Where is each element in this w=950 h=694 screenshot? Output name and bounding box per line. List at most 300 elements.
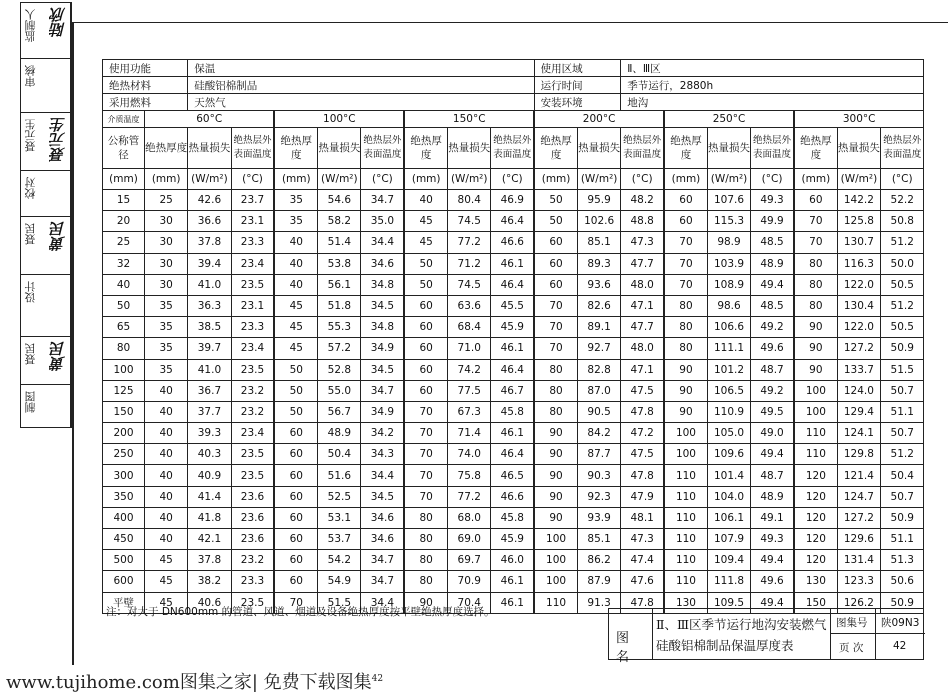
side-label: 审核 xyxy=(24,65,37,87)
value-cell: 70 xyxy=(274,592,317,613)
value-cell: 23.5 xyxy=(231,465,274,486)
value-cell: 101.4 xyxy=(707,465,750,486)
value-cell: 34.6 xyxy=(361,507,404,528)
value-cell: 51.8 xyxy=(318,295,361,316)
value-cell: 130.7 xyxy=(837,232,880,253)
value-cell: 23.2 xyxy=(231,550,274,571)
value-cell: 56.7 xyxy=(318,401,361,422)
value-cell: 49.9 xyxy=(751,211,794,232)
value-cell: 127.2 xyxy=(837,507,880,528)
value-cell: 60 xyxy=(534,253,577,274)
value-cell: 129.6 xyxy=(837,529,880,550)
value-cell: 77.2 xyxy=(448,232,491,253)
value-cell: 50.4 xyxy=(881,465,924,486)
value-cell: 51.3 xyxy=(881,550,924,571)
value-cell: 41.0 xyxy=(188,359,231,380)
atlas-number-row xyxy=(831,609,925,634)
value-cell: 51.1 xyxy=(881,529,924,550)
value-cell: 52.2 xyxy=(881,190,924,211)
nominal-diameter-cell: 450 xyxy=(103,529,145,550)
value-cell: 71.0 xyxy=(448,338,491,359)
value-cell: 51.2 xyxy=(881,295,924,316)
value-cell: 82.8 xyxy=(577,359,620,380)
col-surface-temp: 绝热层外表面温度 xyxy=(361,128,404,169)
side-cell-reviewer-sig xyxy=(21,113,70,171)
unit-cell: (mm) xyxy=(404,169,447,190)
value-cell: 50.9 xyxy=(881,592,924,613)
value-cell: 30 xyxy=(145,211,188,232)
value-cell: 110 xyxy=(664,486,707,507)
value-cell: 40.9 xyxy=(188,465,231,486)
value-cell: 41.8 xyxy=(188,507,231,528)
value-cell: 110 xyxy=(664,571,707,592)
value-cell: 38.2 xyxy=(188,571,231,592)
side-label: 监制人 xyxy=(24,9,37,42)
info-row-material xyxy=(103,77,924,94)
value-cell: 80 xyxy=(404,571,447,592)
value-cell: 40.3 xyxy=(188,444,231,465)
value-cell: 120 xyxy=(794,486,837,507)
value-cell: 45.9 xyxy=(491,317,534,338)
nominal-diameter-cell: 600 xyxy=(103,571,145,592)
value-cell: 47.8 xyxy=(621,401,664,422)
temp-header: 250°C xyxy=(664,111,794,128)
value-cell: 42.6 xyxy=(188,190,231,211)
nominal-diameter-cell: 平壁 xyxy=(103,592,145,613)
value-cell: 131.4 xyxy=(837,550,880,571)
value-cell: 23.6 xyxy=(231,486,274,507)
value-cell: 92.3 xyxy=(577,486,620,507)
nominal-diameter-cell: 500 xyxy=(103,550,145,571)
table-row xyxy=(103,338,924,359)
unit-cell: (W/m²) xyxy=(318,169,361,190)
value-cell: 30 xyxy=(145,274,188,295)
value-cell: 50 xyxy=(274,380,317,401)
value-cell: 80 xyxy=(534,380,577,401)
value-cell: 80.4 xyxy=(448,190,491,211)
runtime-value: 季节运行，2880h xyxy=(621,77,924,94)
value-cell: 48.0 xyxy=(621,274,664,295)
side-cell-drawing xyxy=(21,385,70,427)
value-cell: 23.5 xyxy=(231,592,274,613)
value-cell: 105.0 xyxy=(707,423,750,444)
table-row xyxy=(103,211,924,232)
nominal-diameter-cell: 300 xyxy=(103,465,145,486)
nominal-diameter-cell: 32 xyxy=(103,253,145,274)
table-row xyxy=(103,380,924,401)
value-cell: 34.2 xyxy=(361,423,404,444)
value-cell: 74.5 xyxy=(448,211,491,232)
value-cell: 45.5 xyxy=(491,295,534,316)
value-cell: 40 xyxy=(404,190,447,211)
value-cell: 49.5 xyxy=(751,401,794,422)
value-cell: 50.5 xyxy=(881,274,924,295)
value-cell: 54.9 xyxy=(318,571,361,592)
value-cell: 70 xyxy=(404,465,447,486)
table-row xyxy=(103,444,924,465)
env-label: 安装环境 xyxy=(534,94,621,111)
value-cell: 91.3 xyxy=(577,592,620,613)
value-cell: 106.6 xyxy=(707,317,750,338)
value-cell: 93.9 xyxy=(577,507,620,528)
value-cell: 124.0 xyxy=(837,380,880,401)
value-cell: 108.9 xyxy=(707,274,750,295)
value-cell: 51.1 xyxy=(881,401,924,422)
value-cell: 133.7 xyxy=(837,359,880,380)
value-cell: 23.4 xyxy=(231,338,274,359)
unit-cell: (°C) xyxy=(491,169,534,190)
medium-temp-label: 介质温度 xyxy=(103,111,145,128)
col-surface-temp: 绝热层外表面温度 xyxy=(491,128,534,169)
value-cell: 90 xyxy=(794,359,837,380)
value-cell: 39.7 xyxy=(188,338,231,359)
value-cell: 129.8 xyxy=(837,444,880,465)
value-cell: 47.4 xyxy=(621,550,664,571)
title-block-meta xyxy=(831,609,925,659)
value-cell: 48.0 xyxy=(621,338,664,359)
value-cell: 47.1 xyxy=(621,359,664,380)
value-cell: 109.4 xyxy=(707,550,750,571)
value-cell: 104.0 xyxy=(707,486,750,507)
value-cell: 70 xyxy=(404,401,447,422)
value-cell: 121.4 xyxy=(837,465,880,486)
value-cell: 52.8 xyxy=(318,359,361,380)
unit-cell: (W/m²) xyxy=(577,169,620,190)
value-cell: 50 xyxy=(404,274,447,295)
value-cell: 34.8 xyxy=(361,317,404,338)
side-cell-review xyxy=(21,59,70,113)
value-cell: 60 xyxy=(274,423,317,444)
value-cell: 47.7 xyxy=(621,253,664,274)
value-cell: 100 xyxy=(794,380,837,401)
drawing-name-label: 图 名 xyxy=(616,631,636,665)
value-cell: 40 xyxy=(145,465,188,486)
value-cell: 80 xyxy=(404,550,447,571)
value-cell: 60 xyxy=(274,550,317,571)
value-cell: 50 xyxy=(534,190,577,211)
value-cell: 50.4 xyxy=(318,444,361,465)
col-nominal-diameter: 公称管径 xyxy=(103,128,145,169)
value-cell: 90 xyxy=(664,401,707,422)
value-cell: 109.6 xyxy=(707,444,750,465)
col-thickness: 绝热厚度 xyxy=(794,128,837,169)
table-row xyxy=(103,486,924,507)
value-cell: 23.2 xyxy=(231,380,274,401)
value-cell: 90 xyxy=(534,507,577,528)
value-cell: 58.2 xyxy=(318,211,361,232)
temp-header: 300°C xyxy=(794,111,924,128)
table-row xyxy=(103,529,924,550)
value-cell: 70 xyxy=(664,253,707,274)
value-cell: 100 xyxy=(534,550,577,571)
value-cell: 71.2 xyxy=(448,253,491,274)
value-cell: 50.9 xyxy=(881,507,924,528)
col-heat-loss: 热量损失 xyxy=(577,128,620,169)
value-cell: 23.3 xyxy=(231,232,274,253)
value-cell: 74.0 xyxy=(448,444,491,465)
value-cell: 48.5 xyxy=(751,232,794,253)
nominal-diameter-cell: 50 xyxy=(103,295,145,316)
nominal-diameter-cell: 200 xyxy=(103,423,145,444)
value-cell: 87.7 xyxy=(577,444,620,465)
table-row xyxy=(103,232,924,253)
value-cell: 40 xyxy=(145,444,188,465)
value-cell: 80 xyxy=(664,338,707,359)
value-cell: 70 xyxy=(664,232,707,253)
value-cell: 34.8 xyxy=(361,274,404,295)
value-cell: 107.6 xyxy=(707,190,750,211)
value-cell: 60 xyxy=(404,317,447,338)
value-cell: 95.9 xyxy=(577,190,620,211)
nominal-diameter-cell: 25 xyxy=(103,232,145,253)
value-cell: 45 xyxy=(274,295,317,316)
value-cell: 45.8 xyxy=(491,507,534,528)
value-cell: 60 xyxy=(404,338,447,359)
value-cell: 74.2 xyxy=(448,359,491,380)
value-cell: 90 xyxy=(794,317,837,338)
value-cell: 77.2 xyxy=(448,486,491,507)
unit-cell: (°C) xyxy=(881,169,924,190)
value-cell: 102.6 xyxy=(577,211,620,232)
value-cell: 82.6 xyxy=(577,295,620,316)
temp-header: 60°C xyxy=(145,111,275,128)
unit-cell: (mm) xyxy=(145,169,188,190)
side-cell-design xyxy=(21,275,70,337)
table-body xyxy=(103,190,924,614)
value-cell: 23.2 xyxy=(231,401,274,422)
material-label: 绝热材料 xyxy=(103,77,188,94)
value-cell: 46.4 xyxy=(491,274,534,295)
value-cell: 49.0 xyxy=(751,423,794,444)
value-cell: 23.4 xyxy=(231,253,274,274)
page-number-label: 页 次 xyxy=(839,642,864,654)
value-cell: 150 xyxy=(794,592,837,613)
side-cell-check xyxy=(21,171,70,217)
col-heat-loss: 热量损失 xyxy=(448,128,491,169)
value-cell: 51.5 xyxy=(881,359,924,380)
footer-text: www.tujihome.com图集之家| 免费下载图集 xyxy=(6,672,372,693)
value-cell: 40 xyxy=(145,423,188,444)
insulation-thickness-table xyxy=(102,59,924,614)
value-cell: 60 xyxy=(534,274,577,295)
value-cell: 90 xyxy=(534,486,577,507)
value-cell: 69.7 xyxy=(448,550,491,571)
table-row xyxy=(103,253,924,274)
value-cell: 34.6 xyxy=(361,253,404,274)
value-cell: 35 xyxy=(274,190,317,211)
value-cell: 46.1 xyxy=(491,423,534,444)
value-cell: 55.0 xyxy=(318,380,361,401)
value-cell: 111.8 xyxy=(707,571,750,592)
value-cell: 70 xyxy=(404,423,447,444)
value-cell: 142.2 xyxy=(837,190,880,211)
value-cell: 34.4 xyxy=(361,465,404,486)
value-cell: 50.6 xyxy=(881,571,924,592)
value-cell: 45 xyxy=(145,550,188,571)
value-cell: 69.0 xyxy=(448,529,491,550)
value-cell: 80 xyxy=(664,295,707,316)
value-cell: 92.7 xyxy=(577,338,620,359)
nominal-diameter-cell: 150 xyxy=(103,401,145,422)
value-cell: 107.9 xyxy=(707,529,750,550)
value-cell: 70 xyxy=(534,295,577,316)
value-cell: 35 xyxy=(145,359,188,380)
value-cell: 47.1 xyxy=(621,295,664,316)
value-cell: 49.1 xyxy=(751,507,794,528)
value-cell: 103.9 xyxy=(707,253,750,274)
value-cell: 90 xyxy=(534,423,577,444)
value-cell: 40 xyxy=(274,253,317,274)
value-cell: 80 xyxy=(404,507,447,528)
value-cell: 80 xyxy=(534,401,577,422)
title-block xyxy=(608,608,924,665)
runtime-label: 运行时间 xyxy=(534,77,621,94)
value-cell: 23.5 xyxy=(231,359,274,380)
value-cell: 23.6 xyxy=(231,529,274,550)
value-cell: 23.1 xyxy=(231,211,274,232)
value-cell: 90 xyxy=(534,465,577,486)
value-cell: 47.2 xyxy=(621,423,664,444)
value-cell: 35 xyxy=(145,338,188,359)
value-cell: 47.8 xyxy=(621,465,664,486)
value-cell: 36.6 xyxy=(188,211,231,232)
temp-header: 200°C xyxy=(534,111,664,128)
value-cell: 45 xyxy=(145,571,188,592)
footnote: 注：对大于 DN600mm 的管道、风道、烟道及设备绝热厚度按平壁绝热厚度选择。 xyxy=(106,606,495,618)
value-cell: 130 xyxy=(664,592,707,613)
value-cell: 45 xyxy=(404,232,447,253)
value-cell: 36.7 xyxy=(188,380,231,401)
value-cell: 68.4 xyxy=(448,317,491,338)
value-cell: 48.8 xyxy=(621,211,664,232)
value-cell: 127.2 xyxy=(837,338,880,359)
value-cell: 49.2 xyxy=(751,380,794,401)
value-cell: 47.3 xyxy=(621,529,664,550)
page-number-row xyxy=(831,634,925,659)
value-cell: 60 xyxy=(664,190,707,211)
value-cell: 84.2 xyxy=(577,423,620,444)
value-cell: 39.4 xyxy=(188,253,231,274)
value-cell: 34.4 xyxy=(361,592,404,613)
value-cell: 34.3 xyxy=(361,444,404,465)
region-label: 使用区域 xyxy=(534,60,621,77)
value-cell: 50.0 xyxy=(881,253,924,274)
unit-cell: (W/m²) xyxy=(837,169,880,190)
value-cell: 60 xyxy=(404,380,447,401)
value-cell: 49.3 xyxy=(751,529,794,550)
use-value: 保温 xyxy=(188,60,534,77)
value-cell: 47.7 xyxy=(621,317,664,338)
unit-cell: (mm) xyxy=(664,169,707,190)
value-cell: 90 xyxy=(404,592,447,613)
table-row xyxy=(103,507,924,528)
unit-cell: (W/m²) xyxy=(707,169,750,190)
value-cell: 57.2 xyxy=(318,338,361,359)
value-cell: 130 xyxy=(794,571,837,592)
value-cell: 53.1 xyxy=(318,507,361,528)
value-cell: 100 xyxy=(534,529,577,550)
value-cell: 54.2 xyxy=(318,550,361,571)
value-cell: 60 xyxy=(274,465,317,486)
value-cell: 86.2 xyxy=(577,550,620,571)
value-cell: 60 xyxy=(794,190,837,211)
value-cell: 60 xyxy=(274,486,317,507)
value-cell: 38.5 xyxy=(188,317,231,338)
value-cell: 47.5 xyxy=(621,380,664,401)
value-cell: 25 xyxy=(145,190,188,211)
fuel-value: 天然气 xyxy=(188,94,534,111)
value-cell: 23.3 xyxy=(231,317,274,338)
value-cell: 50.7 xyxy=(881,423,924,444)
value-cell: 50 xyxy=(274,401,317,422)
value-cell: 34.5 xyxy=(361,486,404,507)
value-cell: 34.5 xyxy=(361,359,404,380)
temp-header: 150°C xyxy=(404,111,534,128)
col-thickness: 绝热厚度 xyxy=(274,128,317,169)
value-cell: 120 xyxy=(794,507,837,528)
unit-mm: (mm) xyxy=(103,169,145,190)
value-cell: 52.5 xyxy=(318,486,361,507)
table-row xyxy=(103,423,924,444)
value-cell: 89.3 xyxy=(577,253,620,274)
value-cell: 45.9 xyxy=(491,529,534,550)
value-cell: 23.6 xyxy=(231,507,274,528)
value-cell: 51.2 xyxy=(881,232,924,253)
unit-cell: (mm) xyxy=(534,169,577,190)
value-cell: 80 xyxy=(534,359,577,380)
nominal-diameter-cell: 125 xyxy=(103,380,145,401)
value-cell: 46.4 xyxy=(491,359,534,380)
value-cell: 124.7 xyxy=(837,486,880,507)
nominal-diameter-cell: 250 xyxy=(103,444,145,465)
value-cell: 90.5 xyxy=(577,401,620,422)
table-row xyxy=(103,295,924,316)
value-cell: 56.1 xyxy=(318,274,361,295)
value-cell: 48.1 xyxy=(621,507,664,528)
nominal-diameter-cell: 80 xyxy=(103,338,145,359)
value-cell: 46.1 xyxy=(491,338,534,359)
value-cell: 70 xyxy=(404,486,447,507)
value-cell: 80 xyxy=(794,274,837,295)
value-cell: 90.3 xyxy=(577,465,620,486)
value-cell: 60 xyxy=(404,295,447,316)
value-cell: 37.8 xyxy=(188,232,231,253)
value-cell: 46.6 xyxy=(491,486,534,507)
value-cell: 110.9 xyxy=(707,401,750,422)
value-cell: 53.8 xyxy=(318,253,361,274)
value-cell: 34.9 xyxy=(361,401,404,422)
table-row xyxy=(103,359,924,380)
value-cell: 34.7 xyxy=(361,380,404,401)
value-cell: 110 xyxy=(664,550,707,571)
value-cell: 116.3 xyxy=(837,253,880,274)
value-cell: 39.3 xyxy=(188,423,231,444)
side-label: 校对 xyxy=(24,177,37,199)
value-cell: 23.4 xyxy=(231,423,274,444)
unit-cell: (mm) xyxy=(274,169,317,190)
value-cell: 46.4 xyxy=(491,211,534,232)
value-cell: 54.6 xyxy=(318,190,361,211)
title-block-label-cell xyxy=(609,609,653,665)
nominal-diameter-cell: 100 xyxy=(103,359,145,380)
value-cell: 40.6 xyxy=(188,592,231,613)
value-cell: 109.5 xyxy=(707,592,750,613)
value-cell: 50 xyxy=(404,253,447,274)
value-cell: 50.7 xyxy=(881,380,924,401)
value-cell: 63.6 xyxy=(448,295,491,316)
value-cell: 55.3 xyxy=(318,317,361,338)
side-label: 设计 xyxy=(24,281,37,303)
